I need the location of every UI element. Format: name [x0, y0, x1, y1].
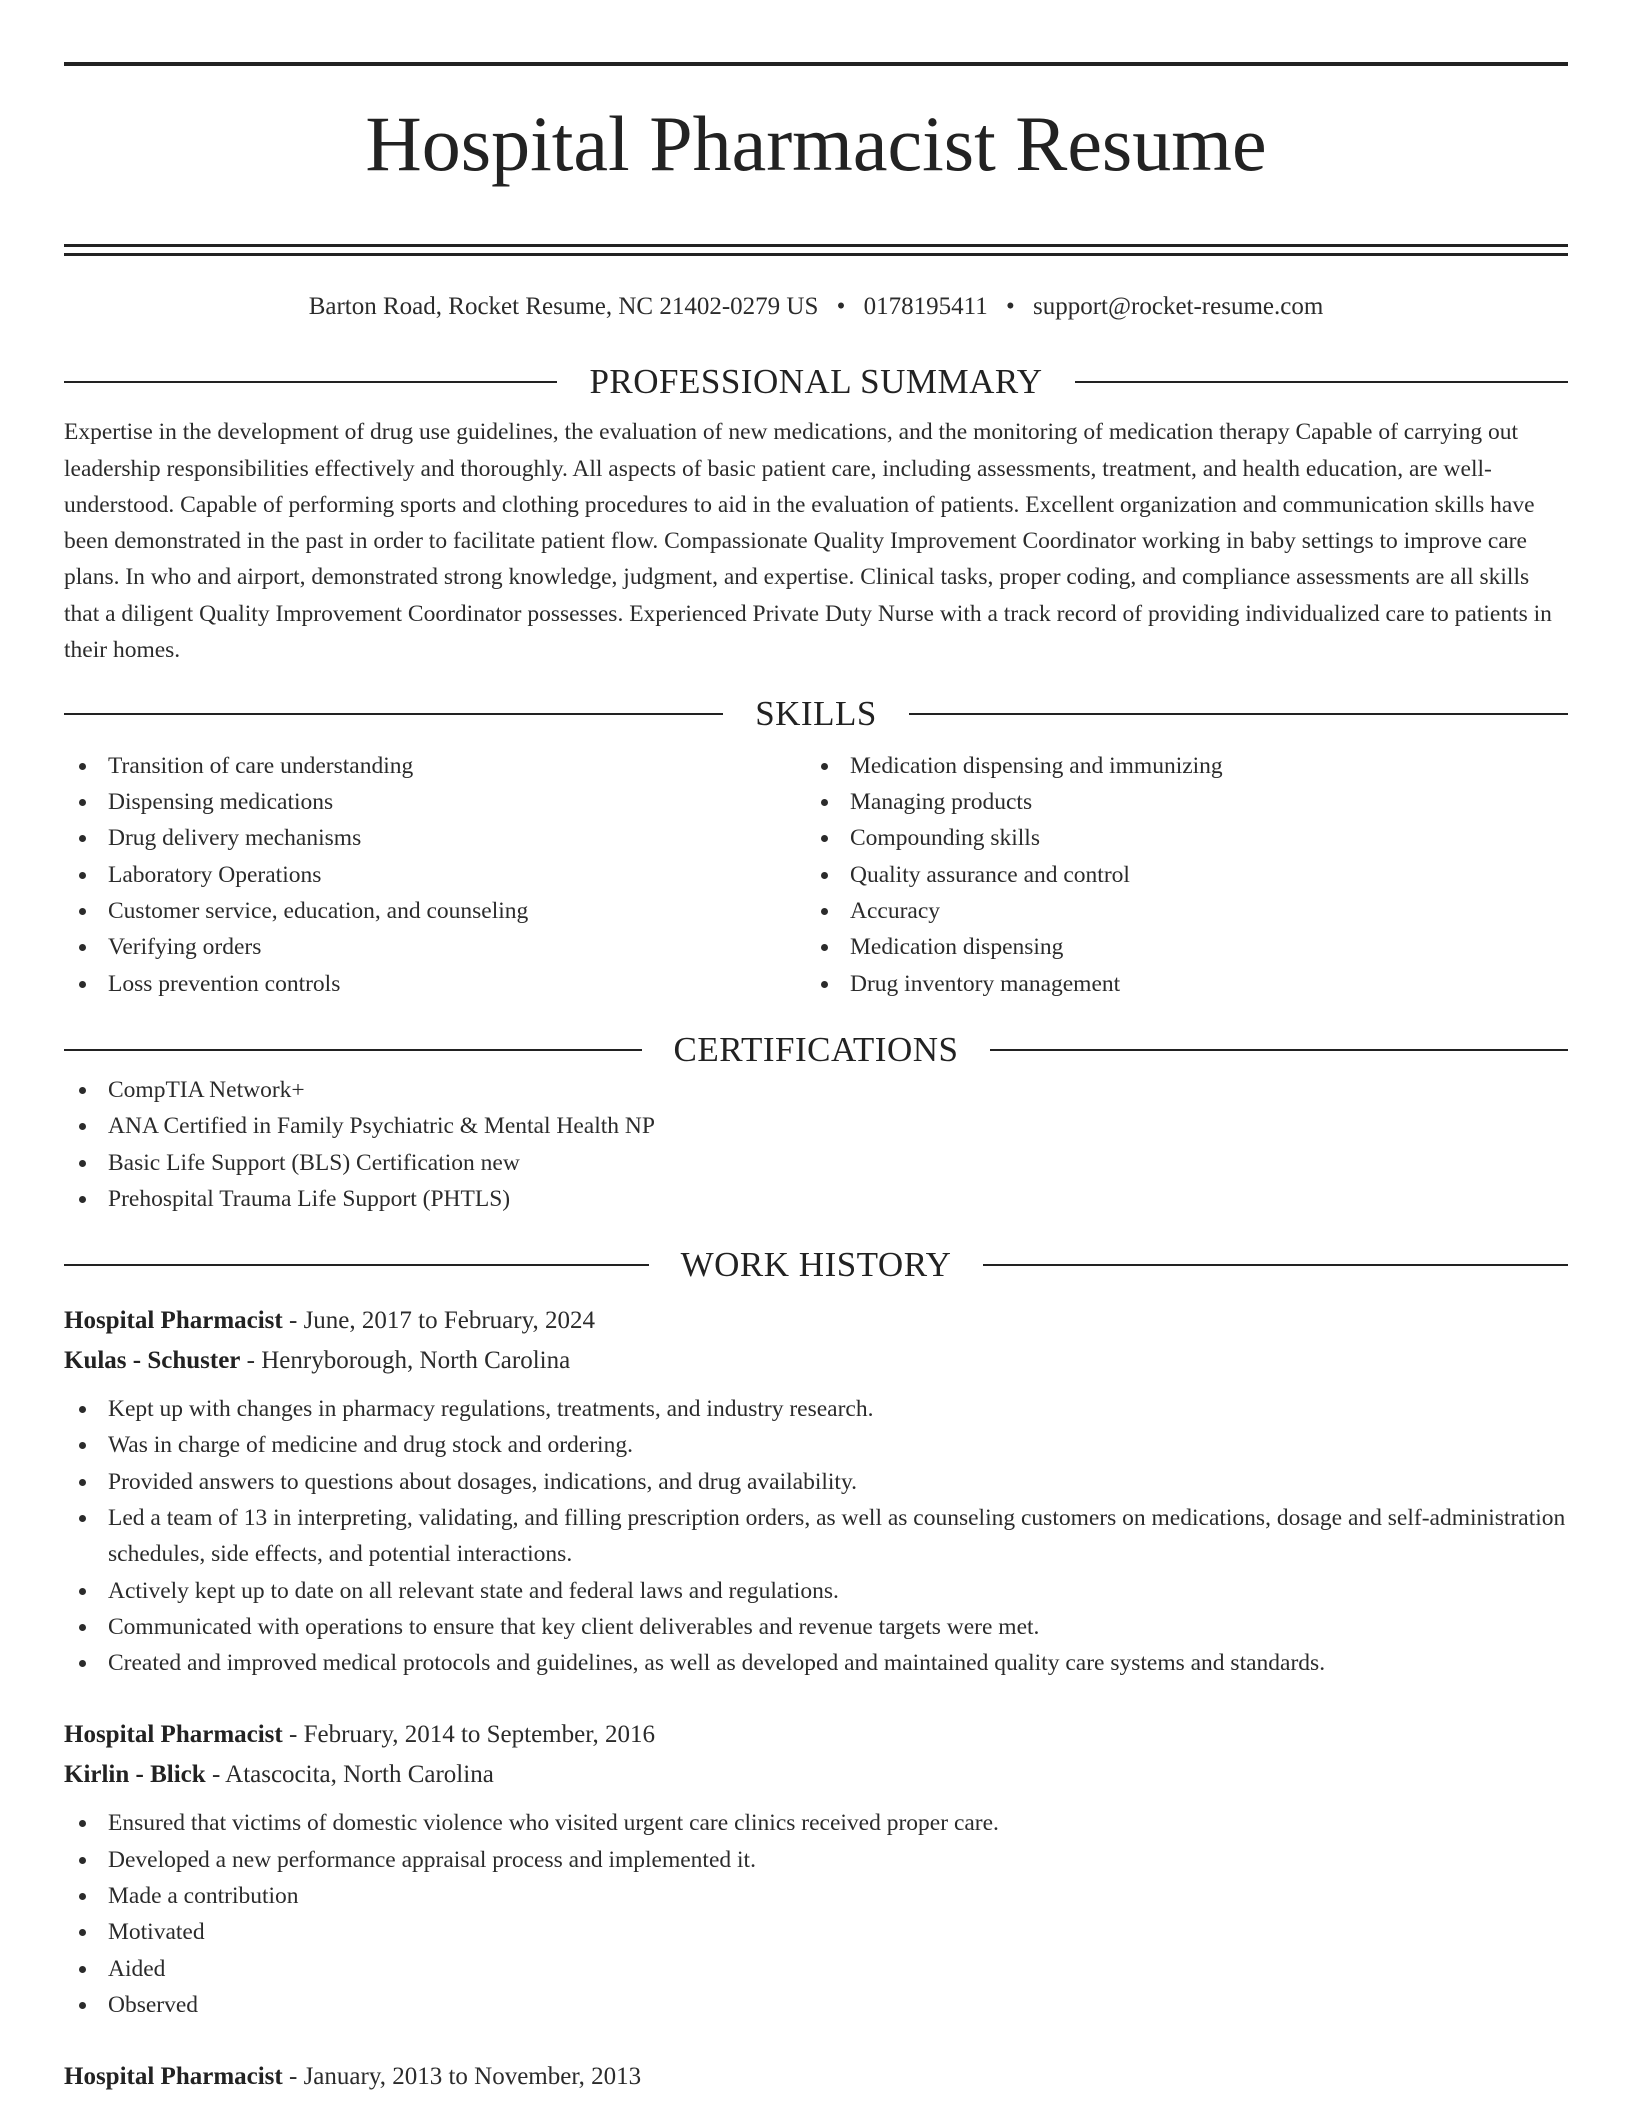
certification-item: Basic Life Support (BLS) Certification new	[64, 1145, 1568, 1181]
section-rule	[64, 1049, 642, 1051]
skill-item: Drug inventory management	[806, 966, 1548, 1002]
job-location: - Henryborough, North Carolina	[240, 1347, 571, 1375]
skill-item: Loss prevention controls	[64, 966, 806, 1002]
skills-column-left	[64, 748, 806, 1002]
job-company-line	[64, 1755, 1568, 1795]
skills-column-right	[806, 748, 1548, 1002]
job-title-line	[64, 2057, 1568, 2097]
contact-line	[64, 290, 1568, 324]
section-rule	[1075, 381, 1568, 383]
skill-item: Transition of care understanding	[64, 748, 806, 784]
skill-item: Compounding skills	[806, 820, 1548, 856]
skill-item: Drug delivery mechanisms	[64, 820, 806, 856]
job-duty-item: Ensured that victims of domestic violence who visited urgent care clinics received proper care.	[64, 1805, 1568, 1841]
job-location: - Atascocita, North Carolina	[205, 1761, 494, 1789]
section-title-certifications: CERTIFICATIONS	[673, 1029, 959, 1069]
skill-item: Customer service, education, and counseling	[64, 893, 806, 929]
section-rule	[64, 1264, 649, 1266]
certifications-list	[64, 1072, 1568, 1217]
job-duty-item: Motivated	[64, 1914, 1568, 1950]
job-duty-item: Aided	[64, 1951, 1568, 1987]
job-dates: - January, 2013 to November, 2013	[282, 2063, 642, 2091]
job-dates: - February, 2014 to September, 2016	[282, 1721, 656, 1749]
skill-item: Accuracy	[806, 893, 1548, 929]
skill-item: Medication dispensing	[806, 929, 1548, 965]
skill-item: Quality assurance and control	[806, 857, 1548, 893]
job-duty-item: Provided answers to questions about dosages, indications, and drug availability.	[64, 1464, 1568, 1500]
section-header-summary	[64, 360, 1568, 404]
section-title-work-history: WORK HISTORY	[680, 1245, 952, 1285]
skills-list-left	[64, 748, 806, 1002]
job-duty-item: Led a team of 13 in interpreting, validating, and filling prescription orders, as well as counseling customers on medications, dosage and self-administration schedules, side effects, and potential interactions.	[64, 1500, 1568, 1573]
skills-grid	[64, 748, 1568, 1002]
job-duties-list	[64, 1805, 1568, 2023]
job-dates: - June, 2017 to February, 2024	[282, 1307, 595, 1335]
section-header-certifications	[64, 1028, 1568, 1072]
skill-item: Laboratory Operations	[64, 857, 806, 893]
job-company-line	[64, 1341, 1568, 1381]
skills-list-right	[806, 748, 1548, 1002]
skill-item: Verifying orders	[64, 929, 806, 965]
job-duty-item: Actively kept up to date on all relevant state and federal laws and regulations.	[64, 1573, 1568, 1609]
section-rule	[64, 381, 557, 383]
page-title: Hospital Pharmacist Resume	[365, 100, 1267, 187]
contact-separator: •	[836, 293, 846, 321]
section-header-work-history	[64, 1243, 1568, 1287]
section-rule	[64, 713, 723, 715]
skill-item: Medication dispensing and immunizing	[806, 748, 1548, 784]
contact-address: Barton Road, Rocket Resume, NC 21402-0279 US	[308, 293, 819, 321]
section-rule	[990, 1049, 1568, 1051]
job-duty-item: Kept up with changes in pharmacy regulations, treatments, and industry research.	[64, 1391, 1568, 1427]
section-header-skills	[64, 692, 1568, 736]
job-duty-item: Observed	[64, 1987, 1568, 2023]
top-rule	[64, 62, 1568, 66]
job-duty-item: Made a contribution	[64, 1878, 1568, 1914]
job-duty-item: Created and improved medical protocols and guidelines, as well as developed and maintained quality care systems and standards.	[64, 1645, 1568, 1681]
job-title: Hospital Pharmacist	[64, 1721, 283, 1749]
job-title: Hospital Pharmacist	[64, 1307, 283, 1335]
job-company: Kirlin - Blick	[64, 1761, 206, 1789]
skill-item: Dispensing medications	[64, 784, 806, 820]
resume-page	[64, 0, 1568, 2097]
job-entry	[64, 1715, 1568, 2023]
job-entry	[64, 2057, 1568, 2097]
job-title-line	[64, 1715, 1568, 1755]
section-rule	[909, 713, 1568, 715]
title-double-rule	[64, 244, 1568, 256]
contact-phone: 0178195411	[863, 293, 988, 321]
summary-text: Expertise in the development of drug use guidelines, the evaluation of new medications, and the monitoring of medication therapy Capable of carrying out leadership responsibilities effectively and thoroughly. All aspects of basic patient care, including assessments, treatment, and health education, are well-understood. Capable of performing sports and clothing procedures to aid in the evaluation of patients. Excellent organization and communication skills have been demonstrated in the past in order to facilitate patient flow. Compassionate Quality Improvement Coordinator working in baby settings to improve care plans. In who and airport, demonstrated strong knowledge, judgment, and expertise. Clinical tasks, proper coding, and compliance assessments are all skills that a diligent Quality Improvement Coordinator possesses. Experienced Private Duty Nurse with a track record of providing individualized care to patients in their homes.	[64, 419, 1552, 664]
section-rule	[983, 1264, 1568, 1266]
job-title-line	[64, 1301, 1568, 1341]
contact-email: support@rocket-resume.com	[1033, 293, 1324, 321]
job-title: Hospital Pharmacist	[64, 2063, 283, 2091]
contact-separator: •	[1005, 293, 1015, 321]
certification-item: ANA Certified in Family Psychiatric & Mental Health NP	[64, 1108, 1568, 1144]
section-title-summary: PROFESSIONAL SUMMARY	[589, 362, 1043, 402]
section-title-skills: SKILLS	[755, 693, 877, 733]
job-duty-item: Communicated with operations to ensure that key client deliverables and revenue targets were met.	[64, 1609, 1568, 1645]
skill-item: Managing products	[806, 784, 1548, 820]
job-company: Kulas - Schuster	[64, 1347, 241, 1375]
job-duties-list	[64, 1391, 1568, 1681]
certification-item: Prehospital Trauma Life Support (PHTLS)	[64, 1181, 1568, 1217]
job-duty-item: Was in charge of medicine and drug stock and ordering.	[64, 1427, 1568, 1463]
certification-item: CompTIA Network+	[64, 1072, 1568, 1108]
job-entry	[64, 1301, 1568, 1681]
job-duty-item: Developed a new performance appraisal process and implemented it.	[64, 1842, 1568, 1878]
